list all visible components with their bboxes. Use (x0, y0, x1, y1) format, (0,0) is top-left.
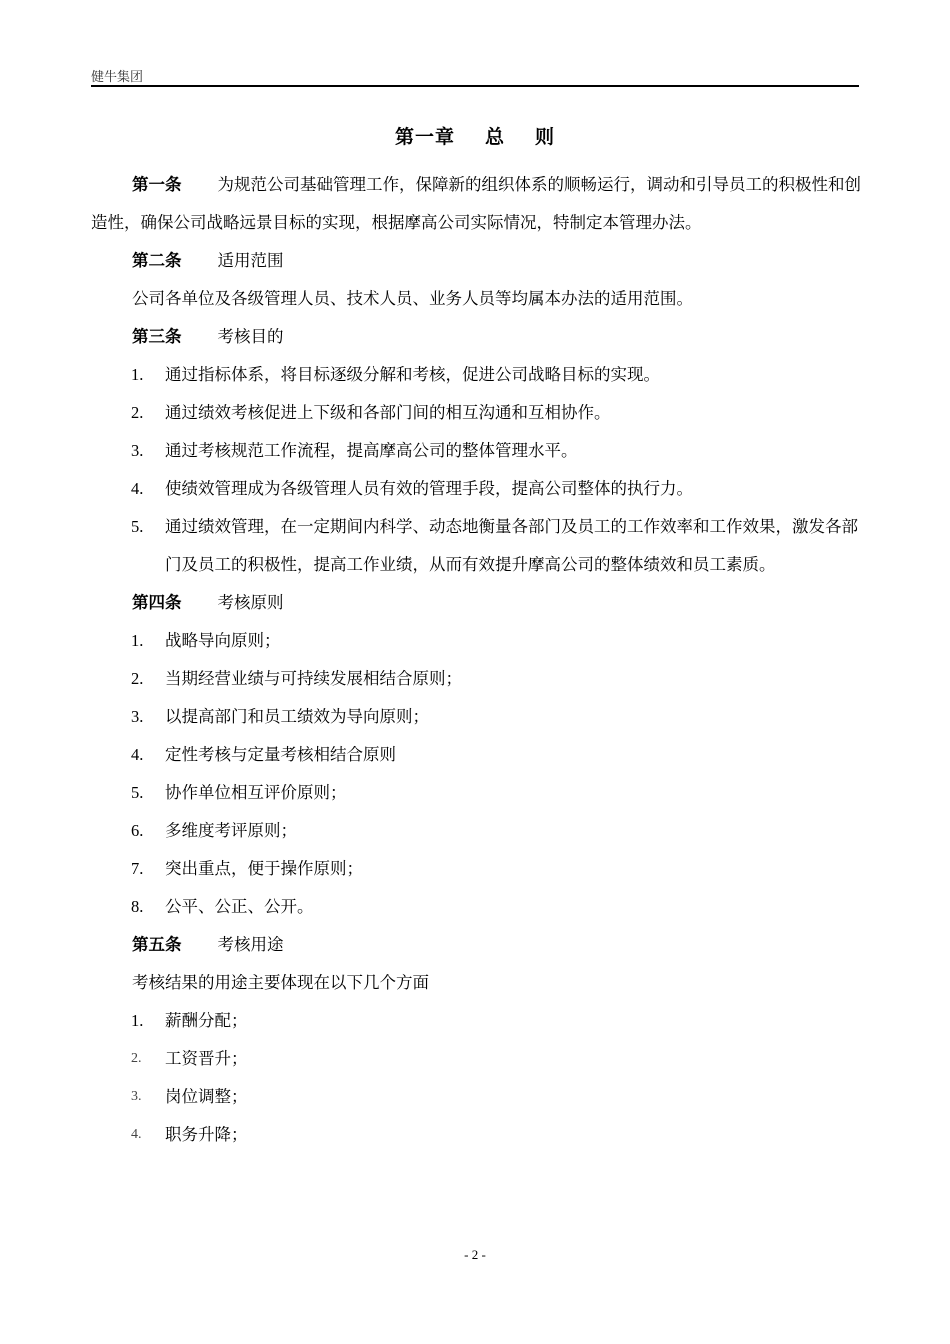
list-item-text: 职务升降； (165, 1125, 248, 1144)
article-5-label: 第五条 (132, 935, 182, 954)
article-2-title: 适用范围 (217, 251, 284, 270)
chapter-title-number: 第一章 (394, 126, 455, 148)
list-item (91, 356, 861, 394)
list-item (91, 1116, 861, 1154)
chapter-title-word-2: 则 (535, 126, 556, 148)
list-item-text: 通过指标体系，将目标逐级分解和考核，促进公司战略目标的实现。 (165, 365, 660, 384)
article-5-title: 考核用途 (217, 935, 284, 954)
article-2-text: 公司各单位及各级管理人员、技术人员、业务人员等均属本办法的适用范围。 (132, 289, 693, 308)
list-item (91, 888, 861, 926)
list-item-text: 通过绩效考核促进上下级和各部门间的相互沟通和互相协作。 (165, 403, 611, 422)
article-1-label: 第一条 (132, 175, 182, 194)
list-item (91, 394, 861, 432)
list-item (91, 736, 861, 774)
list-item-text: 工资晋升； (165, 1049, 248, 1068)
list-item (91, 622, 861, 660)
list-item-number: 1. (131, 1011, 144, 1030)
header-company-name: 健牛集团 (91, 70, 144, 85)
article-4-label: 第四条 (132, 593, 182, 612)
list-item-text: 定性考核与定量考核相结合原则 (165, 745, 396, 764)
list-item (91, 774, 861, 812)
article-5-intro: 考核结果的用途主要体现在以下几个方面 (132, 973, 429, 992)
list-item-text: 通过考核规范工作流程，提高摩高公司的整体管理水平。 (165, 441, 578, 460)
chapter-title (0, 122, 950, 149)
list-item (91, 812, 861, 850)
list-item (91, 470, 861, 508)
list-item-text: 使绩效管理成为各级管理人员有效的管理手段，提高公司整体的执行力。 (165, 479, 693, 498)
list-item-number: 6. (131, 821, 144, 840)
list-item-number: 3. (131, 707, 144, 726)
list-item-number: 7. (131, 859, 144, 878)
list-item (91, 850, 861, 888)
list-item-number: 4. (131, 745, 144, 764)
list-item-number: 2. (131, 1051, 142, 1066)
list-item-number: 2. (131, 669, 144, 688)
article-2-label: 第二条 (132, 251, 182, 270)
list-item-number: 4. (131, 1127, 142, 1142)
article-1 (91, 166, 861, 242)
list-item (91, 660, 861, 698)
article-3-label: 第三条 (132, 327, 182, 346)
article-5-heading (91, 926, 861, 964)
list-item-number: 4. (131, 479, 144, 498)
list-item-text: 薪酬分配； (165, 1011, 248, 1030)
list-item (91, 432, 861, 470)
list-item-number: 5. (131, 783, 144, 802)
article-3-title: 考核目的 (217, 327, 284, 346)
page-number: - 2 - (464, 1247, 486, 1262)
list-item-number: 5. (131, 517, 144, 536)
chapter-title-word-1: 总 (484, 126, 505, 148)
list-item (91, 1002, 861, 1040)
list-item-number: 1. (131, 365, 144, 384)
list-item (91, 1078, 861, 1116)
list-item-text: 岗位调整； (165, 1087, 248, 1106)
list-item-text: 战略导向原则； (165, 631, 281, 650)
list-item-text: 突出重点，便于操作原则； (165, 859, 363, 878)
document-body (91, 166, 861, 1154)
list-item-number: 3. (131, 441, 144, 460)
list-item-number: 2. (131, 403, 144, 422)
list-item-text: 当期经营业绩与可持续发展相结合原则； (165, 669, 462, 688)
article-3-heading (91, 318, 861, 356)
list-item-number: 3. (131, 1089, 142, 1104)
list-item (91, 698, 861, 736)
list-item-text: 公平、公正、公开。 (165, 897, 314, 916)
article-4-title: 考核原则 (217, 593, 284, 612)
article-4-heading (91, 584, 861, 622)
header-divider (91, 85, 859, 87)
article-2-heading (91, 242, 861, 280)
list-item-text: 多维度考评原则； (165, 821, 297, 840)
list-item-text: 通过绩效管理，在一定期间内科学、动态地衡量各部门及员工的工作效率和工作效果，激发各部门及员工的积极性，提高工作业绩，从而有效提升摩高公司的整体绩效和员工素质。 (165, 517, 858, 574)
article-1-text: 为规范公司基础管理工作，保障新的组织体系的顺畅运行，调动和引导员工的积极性和创造性，确保公司战略远景目标的实现，根据摩高公司实际情况，特制定本管理办法。 (91, 175, 861, 232)
list-item (91, 1040, 861, 1078)
list-item-number: 8. (131, 897, 144, 916)
list-item-number: 1. (131, 631, 144, 650)
list-item-text: 以提高部门和员工绩效为导向原则； (165, 707, 429, 726)
list-item-text: 协作单位相互评价原则； (165, 783, 347, 802)
list-item (91, 508, 861, 584)
